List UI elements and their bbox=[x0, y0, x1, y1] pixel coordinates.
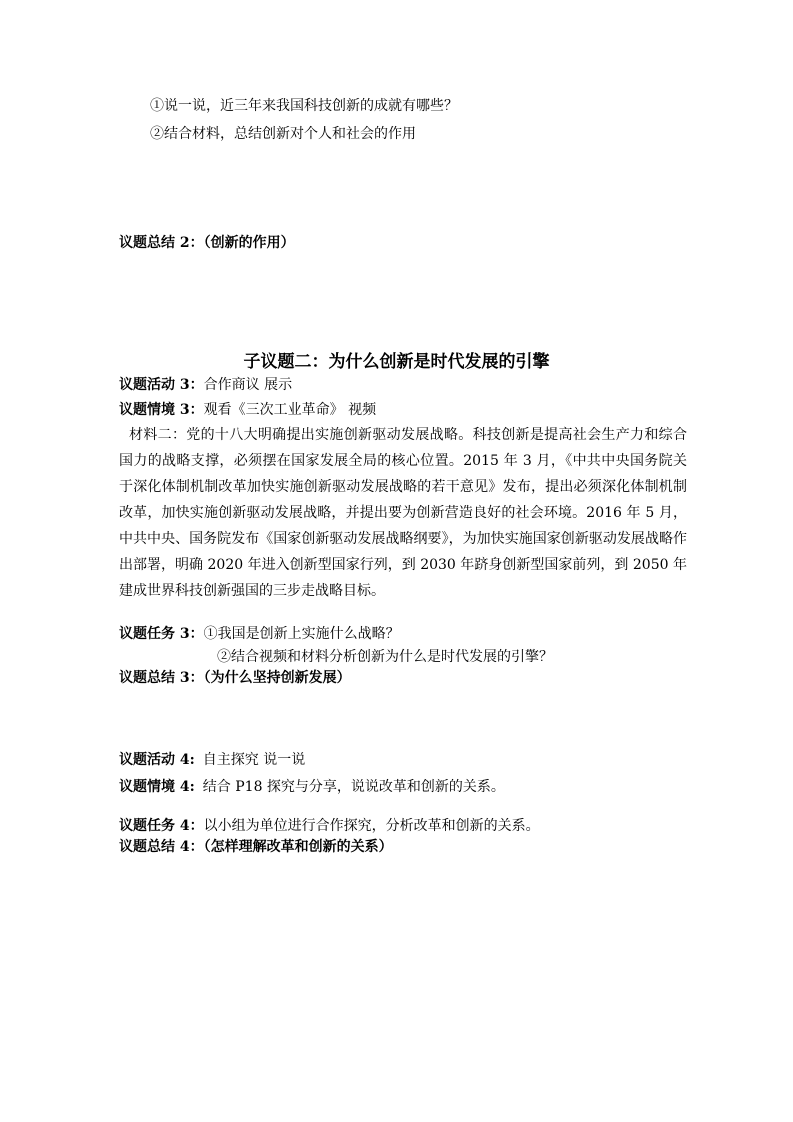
activity-4-text: 自主探究 说一说 bbox=[202, 752, 306, 768]
summary-4 bbox=[119, 838, 393, 856]
task-4-label: 议题任务 4： bbox=[119, 818, 204, 834]
situation-4-label: 议题情境 4: bbox=[119, 779, 195, 795]
activity-3 bbox=[119, 376, 292, 394]
situation-3-label: 议题情境 3： bbox=[119, 402, 204, 418]
activity-3-label: 议题活动 3： bbox=[119, 377, 204, 393]
activity-4 bbox=[119, 751, 305, 769]
question-1: ①说一说，近三年来我国科技创新的成就有哪些？ bbox=[150, 98, 458, 114]
task-4-text: 以小组为单位进行合作探究，分析改革和创新的关系。 bbox=[203, 818, 540, 834]
situation-4-text: 结合 P18 探究与分享，说说改革和创新的关系。 bbox=[202, 779, 505, 795]
situation-3 bbox=[119, 401, 376, 419]
summary-2 bbox=[119, 234, 295, 252]
task-4 bbox=[119, 817, 540, 835]
situation-4 bbox=[119, 778, 505, 796]
activity-3-text: 合作商议 展示 bbox=[203, 377, 293, 393]
situation-3-text: 观看《三次工业革命》 视频 bbox=[203, 402, 377, 418]
summary-3-text: （为什么坚持创新发展） bbox=[203, 670, 351, 686]
task-3-question-1: ①我国是创新上实施什么战略？ bbox=[203, 626, 400, 642]
task-3 bbox=[119, 625, 400, 643]
question-2: ②结合材料，总结创新对个人和社会的作用 bbox=[150, 126, 416, 142]
summary-3-label: 议题总结 3： bbox=[119, 670, 204, 686]
summary-3 bbox=[119, 669, 351, 687]
summary-4-text: （怎样理解改革和创新的关系） bbox=[203, 839, 393, 855]
task-3-question-2: ②结合视频和材料分析创新为什么是时代发展的引擎？ bbox=[217, 649, 553, 665]
task-3-label: 议题任务 3： bbox=[119, 626, 204, 642]
summary-2-text: （创新的作用） bbox=[203, 235, 295, 251]
subtopic-2-title: 子议题二：为什么创新是时代发展的引擎 bbox=[243, 352, 550, 372]
summary-4-label: 议题总结 4： bbox=[119, 839, 204, 855]
activity-4-label: 议题活动 4: bbox=[119, 752, 195, 768]
material-2-paragraph: 材料二：党的十八大明确提出实施创新驱动发展战略。科技创新是提高社会生产力和综合国力的战略支撑，必须摆在国家发展全局的核心位置。2015 年 3 月，《中共中央国务院关于深化体制机制改革加快实施创新驱动发展战略的若干意见》发布，提出必须深化体制机制改革，加快实施创新驱动发展战略，并提出要为创新营造良好的社会环境。2016 年 5 月，中共中央、国务院发布《国家创新驱动发展战略纲要》，为加快实施国家创新驱动发展战略作出部署，明确 2020 年进入创新型国家行列，到 2030 年跻身创新型国家前列，到 2050 年建成世界科技创新强国的三步走战略目标。 bbox=[119, 427, 687, 599]
summary-2-label: 议题总结 2： bbox=[119, 235, 204, 251]
